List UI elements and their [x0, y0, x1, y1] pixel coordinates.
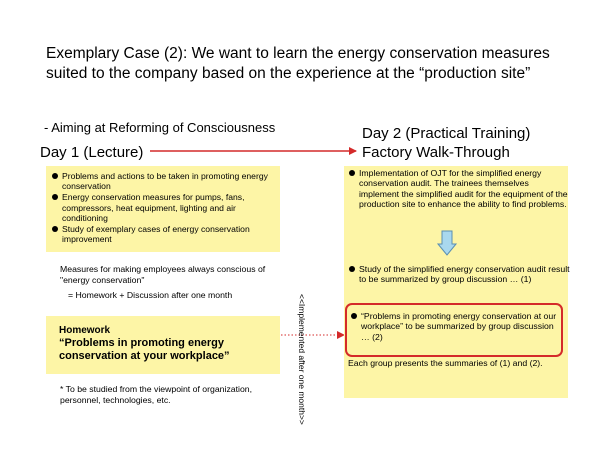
- day2-item-audit-study: Study of the simplified energy conservation audit result to be summarized by group discussion … (1): [348, 264, 571, 285]
- day2-item-ojt: Implementation of OJT for the simplified energy conservation audit. The trainees themselves implement the simplified audit for the equipment of the production site to enhance the ability to find problems.: [348, 168, 571, 210]
- day1-lecture-box: [46, 166, 280, 252]
- day2-heading-line1: Day 2 (Practical Training): [362, 125, 531, 142]
- measures-text: [60, 264, 280, 301]
- aiming-subtitle: - Aiming at Reforming of Consciousness: [44, 120, 276, 135]
- day2-heading-line2: Factory Walk-Through: [362, 144, 510, 161]
- day1-topics-list: [51, 171, 275, 245]
- footnote: * To be studied from the viewpoint of organization, personnel, technologies, etc.: [60, 384, 253, 405]
- homework-title: “Problems in promoting energy conservation at your workplace”: [59, 337, 230, 362]
- list-item: Energy conservation measures for pumps, fans, compressors, heat equipment, lighting and air conditioning: [51, 192, 275, 223]
- homework-label: Homework: [59, 325, 111, 336]
- day2-item-problems: “Problems in promoting energy conservation at our workplace” to be summarized by group discussion … (2): [350, 311, 563, 342]
- day1-heading: Day 1 (Lecture): [40, 144, 144, 161]
- list-item: Problems and actions to be taken in promoting energy conservation: [51, 171, 275, 191]
- day2-training-box: [344, 166, 568, 398]
- homework-box: [46, 316, 280, 374]
- arrow-down-icon: [437, 230, 457, 256]
- measures-description: Measures for making employees always conscious of "energy conservation": [60, 264, 266, 285]
- implemented-after-one-month-label: <<Implemented after one month>>: [297, 294, 307, 425]
- list-item: Study of exemplary cases of energy conservation improvement: [51, 224, 275, 244]
- measures-equation: = Homework + Discussion after one month: [68, 290, 233, 300]
- slide-title: Exemplary Case (2): We want to learn the energy conservation measures suited to the company based on the experience at the “production site”: [46, 45, 550, 82]
- summary-note: Each group presents the summaries of (1) and (2).: [348, 358, 543, 368]
